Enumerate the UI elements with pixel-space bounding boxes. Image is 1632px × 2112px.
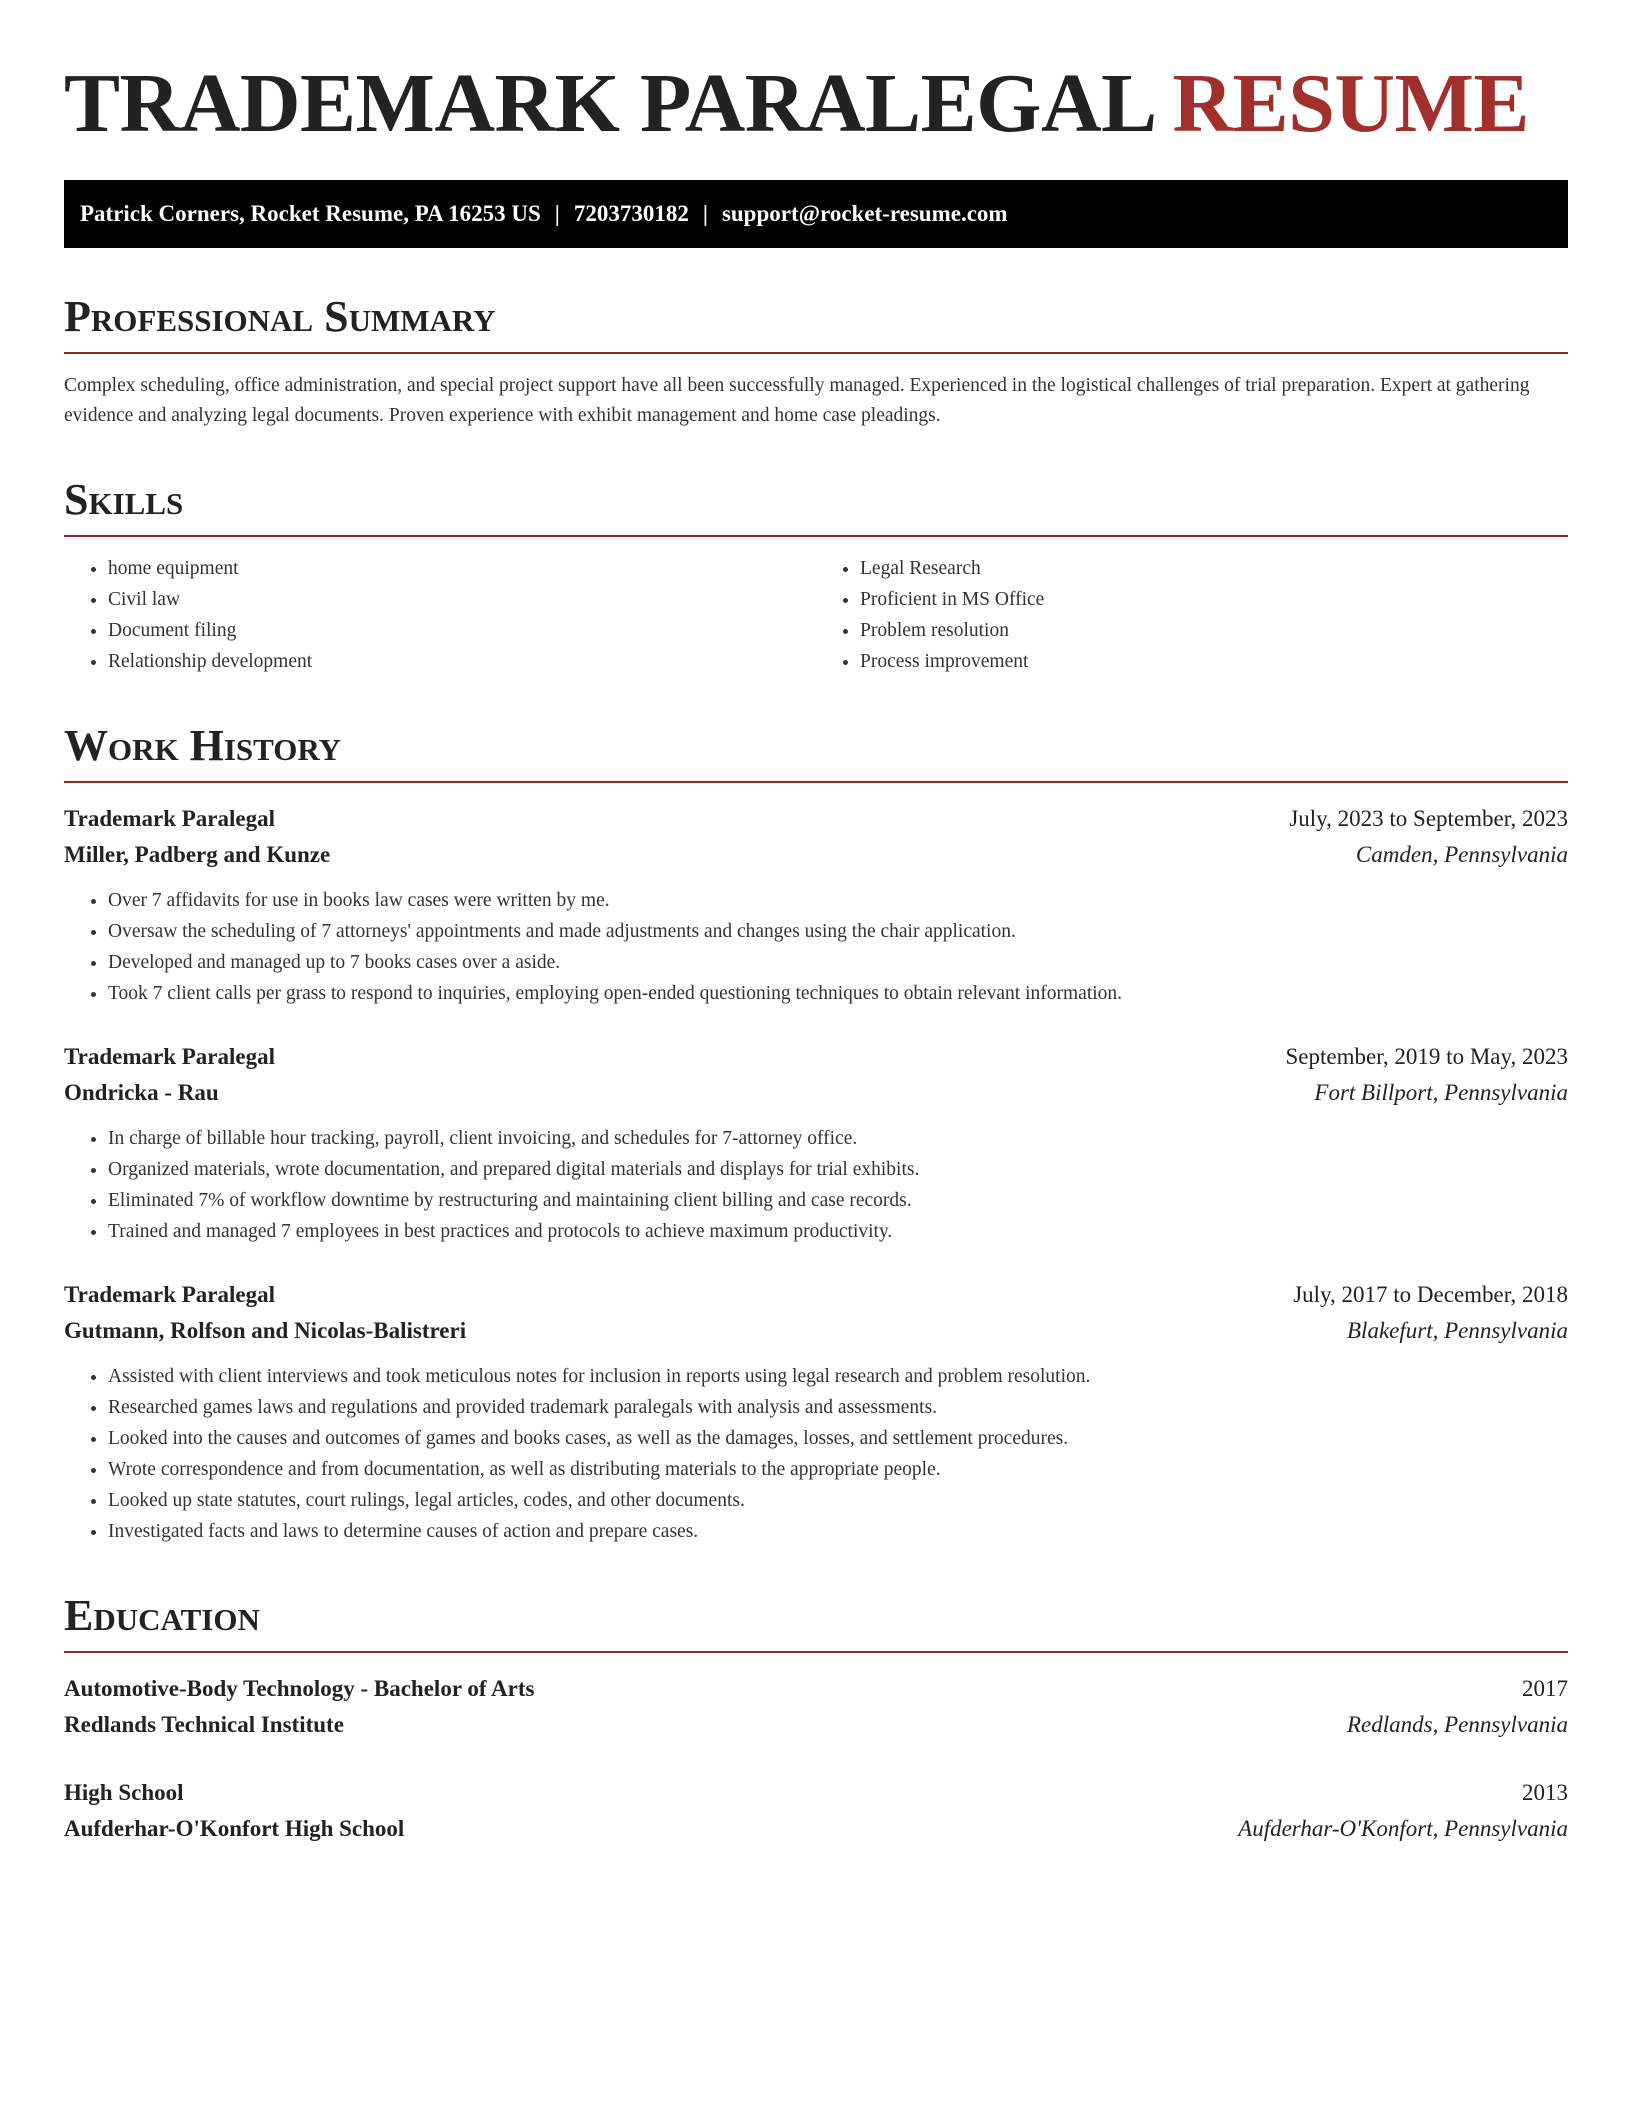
- skill-item: • Proficient in MS Office: [860, 584, 1568, 615]
- education-degree: High School: [64, 1780, 184, 1805]
- education-location: Aufderhar-O'Konfort, Pennsylvania: [1238, 1816, 1568, 1841]
- education-section: [64, 1591, 1568, 1847]
- contact-address: Patrick Corners, Rocket Resume, PA 16253 US: [80, 201, 541, 226]
- contact-email[interactable]: support@rocket-resume.com: [721, 201, 1008, 226]
- job-header-row: [64, 801, 1568, 837]
- job-bullets: [64, 1123, 1568, 1247]
- job-bullet: • Organized materials, wrote documentation, and prepared digital materials and displays for trial exhibits.: [108, 1154, 1568, 1185]
- job-bullets: [64, 885, 1568, 1009]
- summary-text: Complex scheduling, office administration, and special project support have all been successfully managed. Experienced in the logistical challenges of trial preparation. Expert at gathering evidence and analyzing legal documents. Proven experience with exhibit management and home case pleadings.: [64, 375, 1530, 426]
- job-header-row: [64, 1039, 1568, 1075]
- contact-separator: |: [554, 201, 560, 226]
- job-dates: September, 2019 to May, 2023: [1285, 1044, 1568, 1069]
- job-location: Blakefurt, Pennsylvania: [1347, 1318, 1568, 1343]
- skill-item: • Document filing: [108, 615, 816, 646]
- work-history-section: [64, 721, 1568, 1547]
- education-degree-row: [64, 1671, 1568, 1707]
- job-entry: [64, 1277, 1568, 1547]
- skills-column-left: [64, 553, 816, 677]
- job-bullet: • Eliminated 7% of workflow downtime by restructuring and maintaining client billing and case records.: [108, 1185, 1568, 1216]
- resume-title: [64, 58, 1568, 150]
- job-header-row: [64, 1277, 1568, 1313]
- job-bullet: • Oversaw the scheduling of 7 attorneys' appointments and made adjustments and changes using the chair application.: [108, 916, 1568, 947]
- job-company-row: [64, 837, 1568, 873]
- job-bullet: • Researched games laws and regulations and provided trademark paralegals with analysis and assessments.: [108, 1392, 1568, 1423]
- job-location: Camden, Pennsylvania: [1355, 842, 1568, 867]
- skill-item: • Legal Research: [860, 553, 1568, 584]
- job-location: Fort Billport, Pennsylvania: [1314, 1080, 1568, 1105]
- job-entry: [64, 1039, 1568, 1247]
- job-company: Miller, Padberg and Kunze: [64, 842, 331, 867]
- job-company-row: [64, 1075, 1568, 1111]
- summary-section: [64, 292, 1568, 431]
- skills-section: [64, 475, 1568, 677]
- job-bullet: • Investigated facts and laws to determine causes of action and prepare cases.: [108, 1516, 1568, 1547]
- job-title: Trademark Paralegal: [64, 1282, 275, 1307]
- skill-item: • home equipment: [108, 553, 816, 584]
- job-company: Ondricka - Rau: [64, 1080, 219, 1105]
- work-history-heading: Work History: [64, 721, 1568, 783]
- education-school-row: [64, 1707, 1568, 1743]
- job-entry: [64, 801, 1568, 1009]
- job-bullet: • In charge of billable hour tracking, payroll, client invoicing, and schedules for 7-attorney office.: [108, 1123, 1568, 1154]
- job-bullet: • Over 7 affidavits for use in books law cases were written by me.: [108, 885, 1568, 916]
- job-bullet: • Assisted with client interviews and took meticulous notes for inclusion in reports using legal research and problem resolution.: [108, 1361, 1568, 1392]
- education-heading: Education: [64, 1591, 1568, 1653]
- skills-heading: Skills: [64, 475, 1568, 537]
- education-degree: Automotive-Body Technology - Bachelor of Arts: [64, 1676, 535, 1701]
- skill-item: • Process improvement: [860, 646, 1568, 677]
- skills-list: [64, 553, 1568, 677]
- education-entry: [64, 1671, 1568, 1743]
- skill-item: • Problem resolution: [860, 615, 1568, 646]
- education-year: 2017: [1522, 1676, 1568, 1701]
- job-company-row: [64, 1313, 1568, 1349]
- education-degree-row: [64, 1775, 1568, 1811]
- education-year: 2013: [1522, 1780, 1568, 1805]
- job-title: Trademark Paralegal: [64, 806, 275, 831]
- job-bullet: • Took 7 client calls per grass to respond to inquiries, employing open-ended questioning techniques to obtain relevant information.: [108, 978, 1568, 1009]
- education-entry: [64, 1775, 1568, 1847]
- summary-heading: Professional Summary: [64, 292, 1568, 354]
- job-bullet: • Looked into the causes and outcomes of games and books cases, as well as the damages, losses, and settlement procedures.: [108, 1423, 1568, 1454]
- job-bullet: • Trained and managed 7 employees in best practices and protocols to achieve maximum productivity.: [108, 1216, 1568, 1247]
- title-accent: RESUME: [1172, 57, 1529, 150]
- education-school-row: [64, 1811, 1568, 1847]
- job-dates: July, 2017 to December, 2018: [1293, 1282, 1568, 1307]
- job-bullet: • Wrote correspondence and from documentation, as well as distributing materials to the appropriate people.: [108, 1454, 1568, 1485]
- contact-phone: 7203730182: [573, 201, 689, 226]
- skills-column-right: [816, 553, 1568, 677]
- contact-separator: |: [702, 201, 708, 226]
- skill-item: • Relationship development: [108, 646, 816, 677]
- job-bullets: [64, 1361, 1568, 1547]
- job-company: Gutmann, Rolfson and Nicolas-Balistreri: [64, 1318, 467, 1343]
- job-bullet: • Looked up state statutes, court rulings, legal articles, codes, and other documents.: [108, 1485, 1568, 1516]
- education-location: Redlands, Pennsylvania: [1346, 1712, 1568, 1737]
- job-bullet: • Developed and managed up to 7 books cases over a aside.: [108, 947, 1568, 978]
- contact-bar: [64, 180, 1568, 248]
- education-school: Redlands Technical Institute: [64, 1712, 344, 1737]
- title-main: TRADEMARK PARALEGAL: [64, 57, 1152, 150]
- education-school: Aufderhar-O'Konfort High School: [64, 1816, 405, 1841]
- job-title: Trademark Paralegal: [64, 1044, 275, 1069]
- job-dates: July, 2023 to September, 2023: [1289, 806, 1568, 831]
- skill-item: • Civil law: [108, 584, 816, 615]
